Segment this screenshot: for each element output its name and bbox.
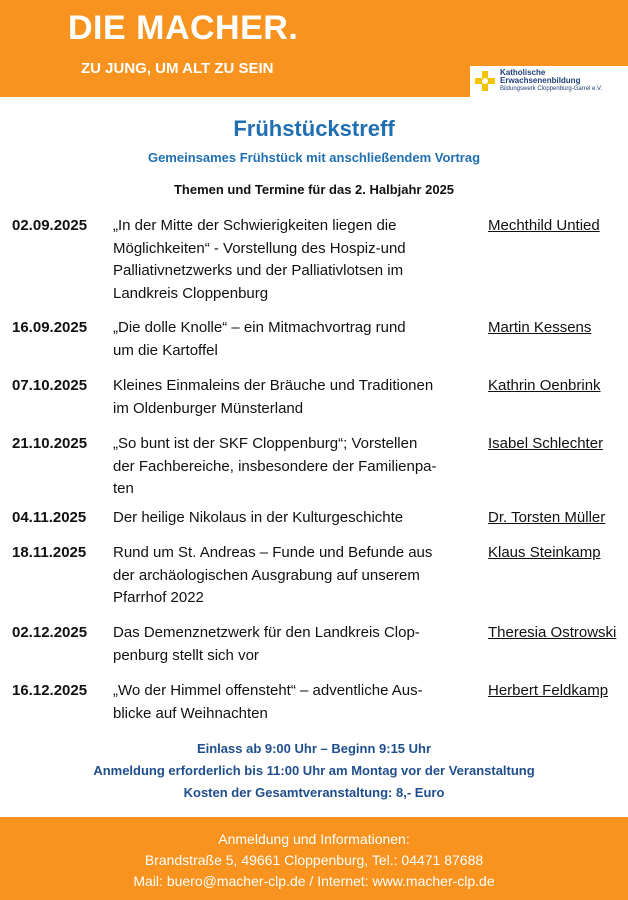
cross-logo-icon (473, 69, 497, 93)
topic-line: „Wo der Himmel offensteht“ – adventliche Aus- (113, 682, 423, 699)
topic-line: blicke auf Weihnachten (113, 704, 268, 722)
event-topic (113, 215, 468, 305)
event-date: 21.10.2025 (12, 435, 88, 452)
topic-line: im Oldenburger Münsterland (113, 399, 304, 417)
event-speaker-link[interactable]: Mechthild Untied (488, 217, 600, 234)
event-topic (113, 680, 468, 725)
header-banner (0, 0, 628, 97)
logo (470, 66, 628, 97)
event-speaker-link[interactable]: Theresia Ostrowski (488, 624, 617, 641)
logo-line-2: Erwachsenenbildung (500, 76, 581, 85)
footer-contact: Mail: buero@macher-clp.de / Internet: www.macher-clp.de (133, 873, 495, 889)
event-date: 16.09.2025 (12, 319, 88, 336)
topic-line: der archäologischen Ausgrabung auf unserem (113, 566, 420, 584)
footer-address: Brandstraße 5, 49661 Cloppenburg, Tel.: 04471 87688 (144, 852, 484, 868)
event-date: 02.12.2025 (12, 624, 88, 641)
topic-line: penburg stellt sich vor (113, 646, 259, 664)
logo-line-3: Bildungswerk Cloppenburg-Garrel e.V. (500, 86, 603, 92)
topic-line: Palliativnetzwerks und der Palliativlotsen im (113, 262, 404, 279)
topic-line: Landkreis Cloppenburg (113, 284, 269, 302)
event-speaker-link[interactable]: Martin Kessens (488, 319, 592, 336)
admission-info: Einlass ab 9:00 Uhr – Beginn 9:15 Uhr (196, 741, 432, 756)
topic-line: „In der Mitte der Schwierigkeiten liegen die (113, 217, 397, 234)
event-speaker-link[interactable]: Klaus Steinkamp (488, 544, 601, 561)
logo-line-1: Katholische (500, 68, 546, 77)
topic-line: um die Kartoffel (113, 341, 218, 359)
cost-info: Kosten der Gesamtveranstaltung: 8,- Euro (183, 785, 445, 800)
event-speaker-link[interactable]: Dr. Torsten Müller (488, 509, 606, 526)
event-topic (113, 433, 468, 501)
event-topic (113, 317, 468, 362)
event-topic (113, 622, 468, 667)
footer-banner (0, 817, 628, 900)
event-date: 16.12.2025 (12, 682, 88, 699)
topic-line: „So bunt ist der SKF Cloppenburg“; Vorstellen (113, 435, 418, 452)
topic-line: Rund um St. Andreas – Funde und Befunde aus (113, 544, 433, 561)
event-speaker-link[interactable]: Isabel Schlechter (488, 435, 604, 452)
event-date: 02.09.2025 (12, 217, 88, 234)
topic-line: Pfarrhof 2022 (113, 589, 204, 606)
brand-title: DIE MACHER. (68, 9, 299, 47)
page-subtitle: Gemeinsames Frühstück mit anschließendem Vortrag (147, 150, 481, 165)
event-date: 07.10.2025 (12, 377, 88, 394)
topic-line: Kleines Einmaleins der Bräuche und Traditionen (113, 377, 434, 394)
event-topic (113, 542, 468, 610)
topic-line: Möglichkeiten“ - Vorstellung des Hospiz-und (113, 239, 406, 257)
topic-line: der Fachbereiche, insbesondere der Familienpa- (113, 457, 437, 475)
brand-slogan: ZU JUNG, UM ALT ZU SEIN (81, 60, 274, 77)
event-topic (113, 507, 468, 530)
topic-line: Das Demenznetzwerk für den Landkreis Clop- (113, 624, 420, 641)
event-date: 04.11.2025 (12, 509, 87, 526)
logo-text (500, 69, 602, 93)
topic-line: Der heilige Nikolaus in der Kulturgeschichte (113, 509, 404, 526)
topic-line: ten (113, 480, 134, 497)
footer-heading: Anmeldung und Informationen: (218, 831, 410, 847)
event-date: 18.11.2025 (12, 544, 87, 561)
event-speaker-link[interactable]: Herbert Feldkamp (488, 682, 609, 699)
page-title: Frühstückstreff (233, 116, 395, 141)
topics-heading: Themen und Termine für das 2. Halbjahr 2025 (173, 182, 455, 197)
event-speaker-link[interactable]: Kathrin Oenbrink (488, 377, 601, 394)
topic-line: „Die dolle Knolle“ – ein Mitmachvortrag rund (113, 319, 406, 336)
registration-info: Anmeldung erforderlich bis 11:00 Uhr am Montag vor der Veranstaltung (93, 763, 535, 778)
event-topic (113, 375, 468, 420)
